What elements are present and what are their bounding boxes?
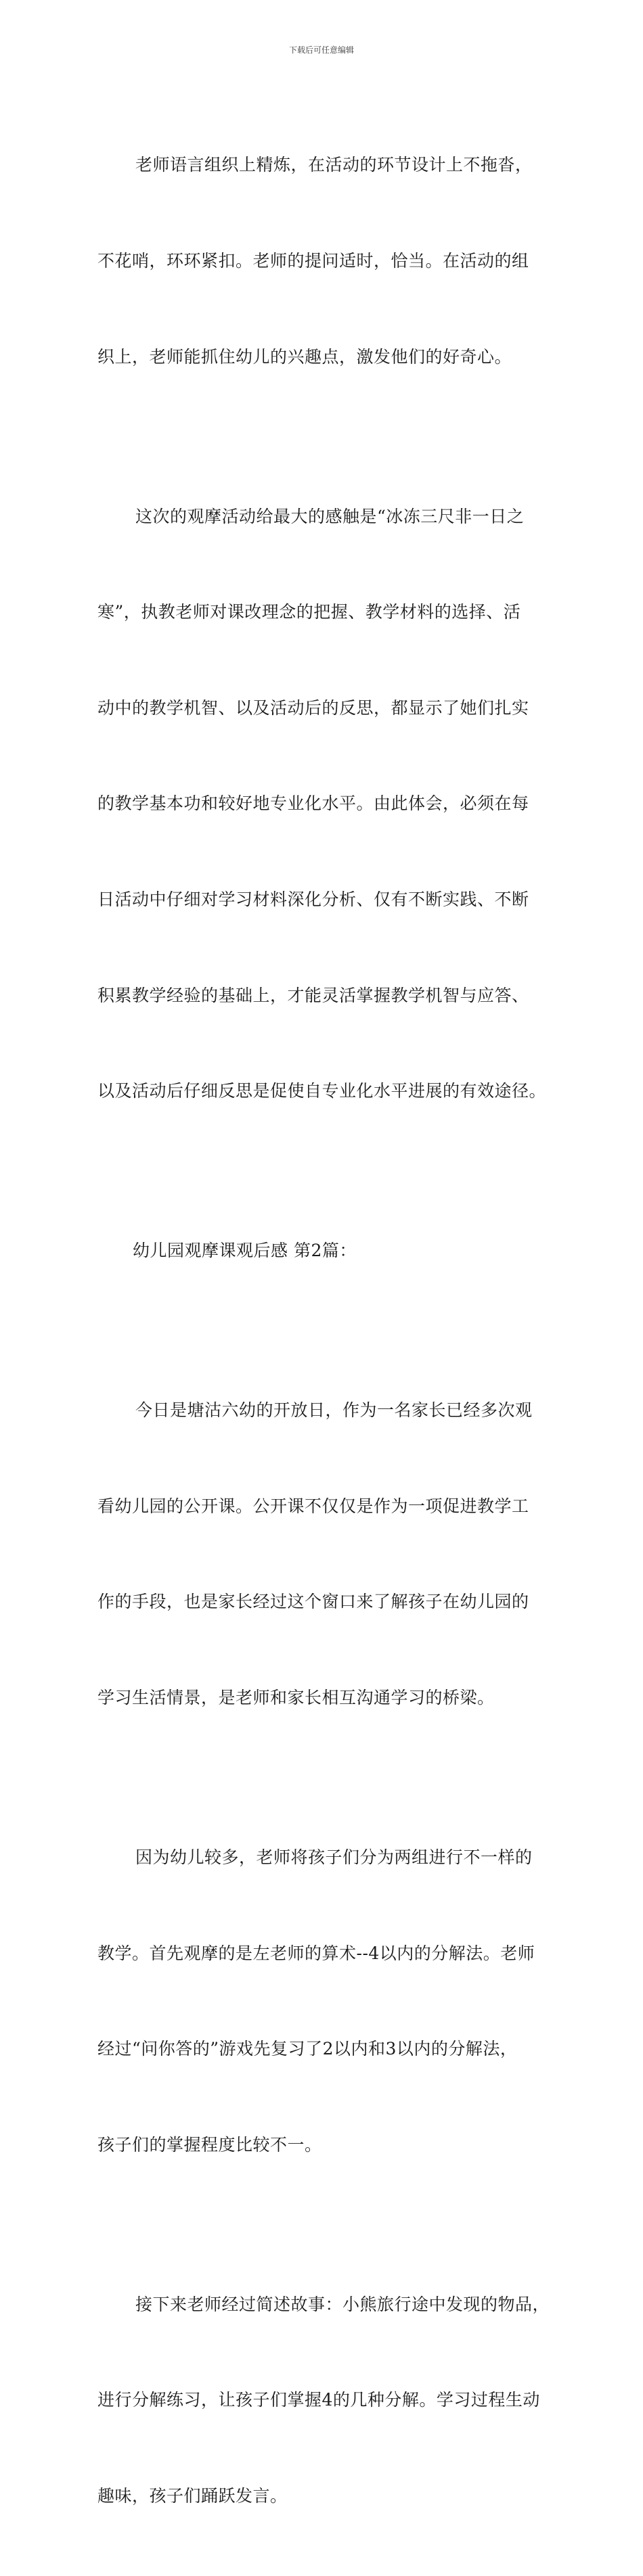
text-line: 作的手段，也是家长经过这个窗口来了解孩子在幼儿园的 xyxy=(97,1592,529,1612)
paragraph xyxy=(97,85,552,436)
text-line: 今日是塘沽六幼的开放日，作为一名家长已经多次观 xyxy=(135,1400,533,1421)
text-line: 孩子们的掌握程度比较不一。 xyxy=(97,2134,322,2155)
text-line: 接下来老师经过简述故事：小熊旅行途中发现的物品， xyxy=(135,2294,550,2314)
text-line: 教学。首先观摩的是左老师的算术--4以内的分解法。老师 xyxy=(97,1943,535,1963)
text-line: 寒”，执教老师对课改理念的把握、教学材料的选择、活 xyxy=(97,602,521,622)
text-line: 看幼儿园的公开课。公开课不仅仅是作为一项促进教学工 xyxy=(97,1496,529,1516)
text-line: 织上，老师能抓住幼儿的兴趣点，激发他们的好奇心。 xyxy=(97,346,512,367)
text-line: 学习生活情景，是老师和家长相互沟通学习的桥梁。 xyxy=(97,1687,495,1707)
paragraph xyxy=(97,1778,552,2225)
text-line: 日活动中仔细对学习材料深化分析、仅有不断实践、不断 xyxy=(97,889,529,909)
section-heading xyxy=(97,1171,552,1331)
text-line: 趣味，孩子们踊跃发言。 xyxy=(97,2485,288,2506)
text-line: 不花哨，环环紧扣。老师的提问适时，恰当。在活动的组 xyxy=(97,251,529,271)
text-line: 这次的观摩活动给最大的感触是“冰冻三尺非一日之 xyxy=(135,506,525,526)
text-line: 的教学基本功和较好地专业化水平。由此体会，必须在每 xyxy=(97,794,529,814)
text-line: 进行分解练习，让孩子们掌握4的几种分解。学习过程生动 xyxy=(97,2390,540,2410)
header-note: 下载后可任意编辑 xyxy=(288,45,354,55)
text-line: 以及活动后仔细反思是促使自专业化水平进展的有效途径。 xyxy=(97,1081,547,1101)
document-body xyxy=(97,85,552,2576)
text-line: 动中的教学机智、以及活动后的反思，都显示了她们扎实 xyxy=(97,697,529,718)
text-line: 老师语言组织上精炼，在活动的环节设计上不拖沓， xyxy=(135,155,533,175)
text-line: 因为幼儿较多，老师将孩子们分为两组进行不一样的 xyxy=(135,1847,533,1867)
paragraph xyxy=(97,436,552,1171)
text-line: 积累教学经验的基础上，才能灵活掌握教学机智与应答、 xyxy=(97,985,529,1005)
paragraph xyxy=(97,2224,552,2575)
paragraph xyxy=(97,1331,552,1778)
text-line: 经过“问你答的”游戏先复习了2以内和3以内的分解法， xyxy=(97,2039,518,2059)
text-line: 幼儿园观摩课观后感 第2篇： xyxy=(133,1241,357,1261)
